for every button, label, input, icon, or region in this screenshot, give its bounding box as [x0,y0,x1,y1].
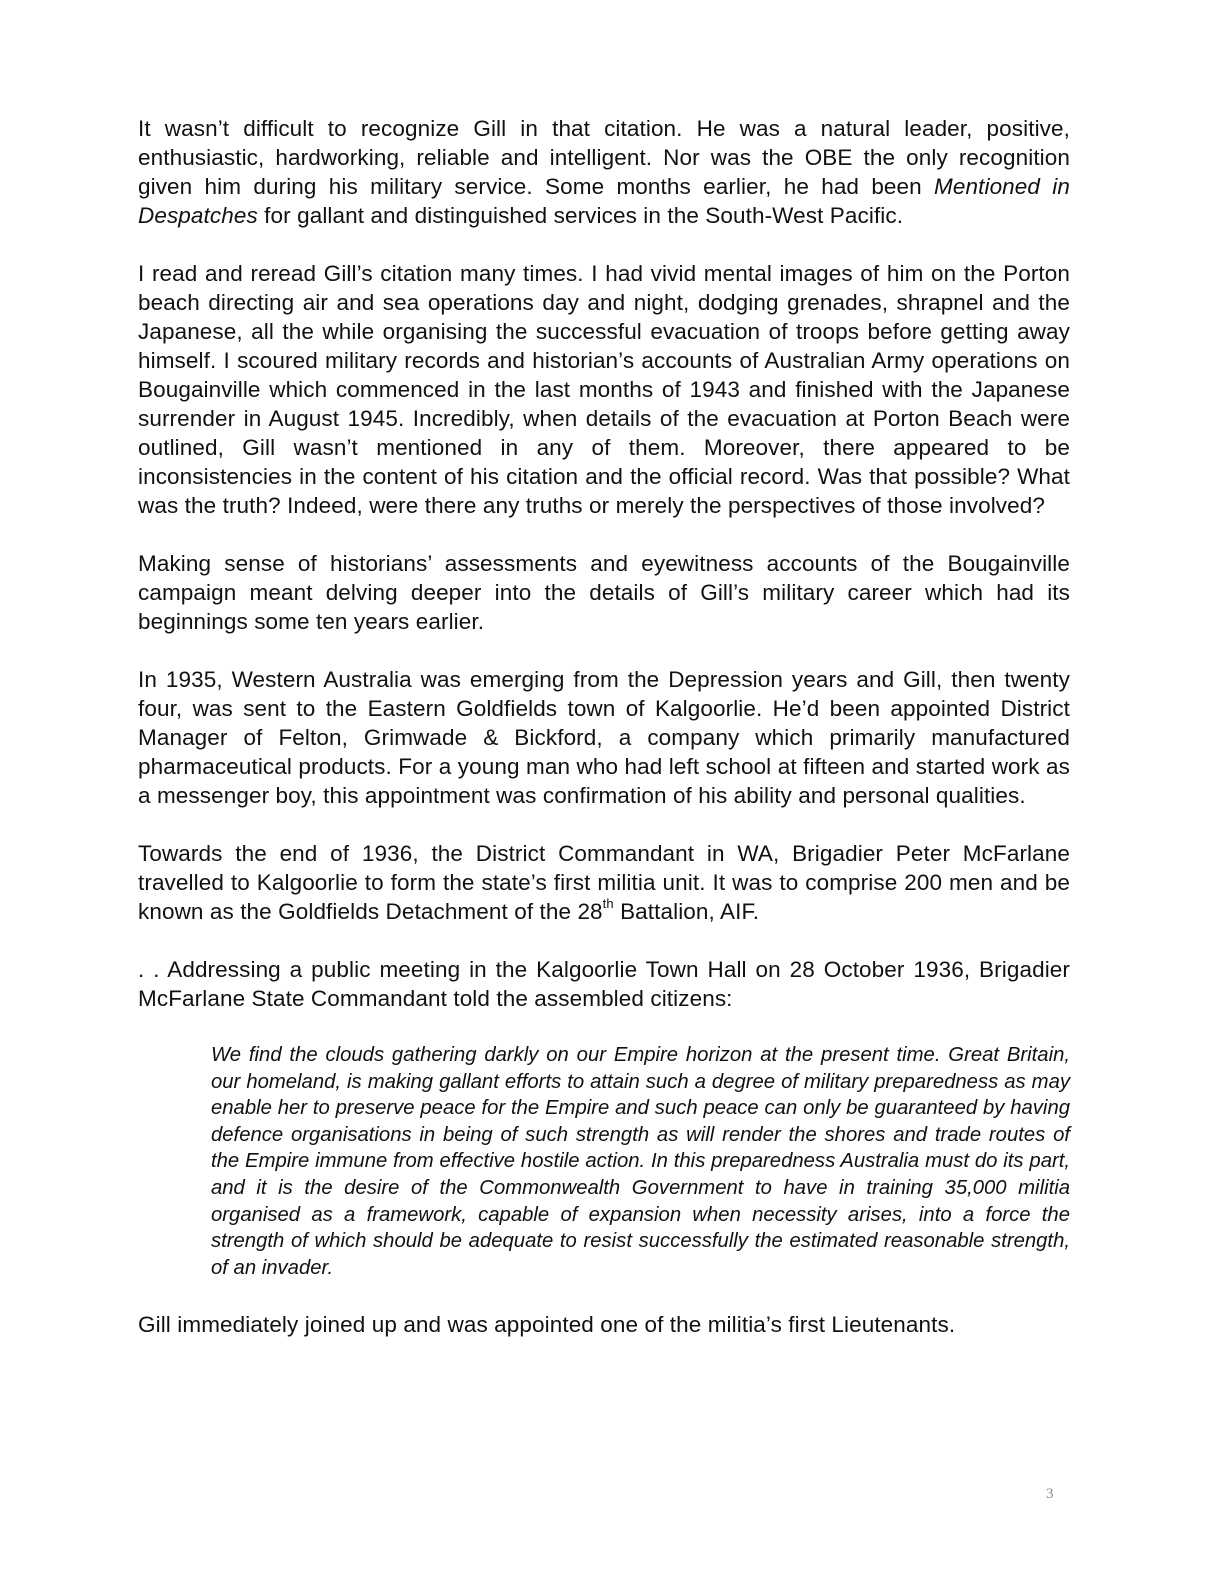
paragraph-gill-joined: Gill immediately joined up and was appointed one of the militia’s first Lieutenants. [138,1312,956,1338]
despatches-emphasis: Mentioned in Despatches [138,174,1070,228]
paragraph-militia-formation-text-b: Battalion, AIF. [613,899,760,924]
block-quote-mcfarlane: We find the clouds gathering darkly on our Empire horizon at the present time. Great Britain, our homeland, is making gallant efforts to attain such a degree of military preparedness as may enable her to preserve peace for the Empire and such peace can only be guaranteed by having defence organisations in being of such strength as will render the shores and trade routes of the Empire immune from effective hostile action. In this preparedness Australia must do its part, and it is the desire of the Commonwealth Government to have in training 35,000 militia organised as a framework, capable of expansion when necessity arises, into a force the strength of which should be adequate to resist successfully the estimated reasonable strength, of an invader. [211,1044,1070,1279]
paragraph-citation-recognition-text-a: It wasn’t difficult to recognize Gill in that citation. He was a natural leader, positive, enthusiastic, hardworking, reliable and intelligent. Nor was the OBE the only recognition given him during his military service. Some months earlier, he had been [138,116,1070,199]
paragraph-citation-recognition [138,114,1070,230]
paragraph-public-meeting: . . Addressing a public meeting in the Kalgoorlie Town Hall on 28 October 1936, Brigadier McFarlane State Commandant told the assembled citizens: [138,957,1070,1011]
paragraph-militia-formation [138,839,1070,926]
paragraph-kalgoorlie-1935: In 1935, Western Australia was emerging from the Depression years and Gill, then twenty four, was sent to the Eastern Goldfields town of Kalgoorlie. He’d been appointed District Manager of Felton, Grimwade & Bickford, a company which primarily manufactured pharmaceutical products. For a young man who had left school at fifteen and started work as a messenger boy, this appointment was confirmation of his ability and personal qualities. [138,667,1070,808]
ordinal-superscript: th [602,895,614,911]
page-body [138,114,1070,1339]
paragraph-citation-recognition-text-b: for gallant and distinguished services in the South-West Pacific. [257,203,904,228]
paragraph-militia-formation-text-a: Towards the end of 1936, the District Commandant in WA, Brigadier Peter McFarlane travelled to Kalgoorlie to form the state’s first militia unit. It was to comprise 200 men and be known as the Goldfields Detachment of the 28 [138,841,1070,924]
page-number: 3 [1046,1486,1054,1502]
paragraph-historians-assessments: Making sense of historians’ assessments and eyewitness accounts of the Bougainville campaign meant delving deeper into the details of Gill’s military career which had its beginnings some ten years earlier. [138,551,1070,634]
paragraph-porton-beach: I read and reread Gill’s citation many times. I had vivid mental images of him on the Porton beach directing air and sea operations day and night, dodging grenades, shrapnel and the Japanese, all the while organising the successful evacuation of troops before getting away himself. I scoured military records and historian’s accounts of Australian Army operations on Bougainville which commenced in the last months of 1943 and finished with the Japanese surrender in August 1945. Incredibly, when details of the evacuation at Porton Beach were outlined, Gill wasn’t mentioned in any of them. Moreover, there appeared to be inconsistencies in the content of his citation and the official record. Was that possible? What was the truth? Indeed, were there any truths or merely the perspectives of those involved? [138,261,1070,518]
